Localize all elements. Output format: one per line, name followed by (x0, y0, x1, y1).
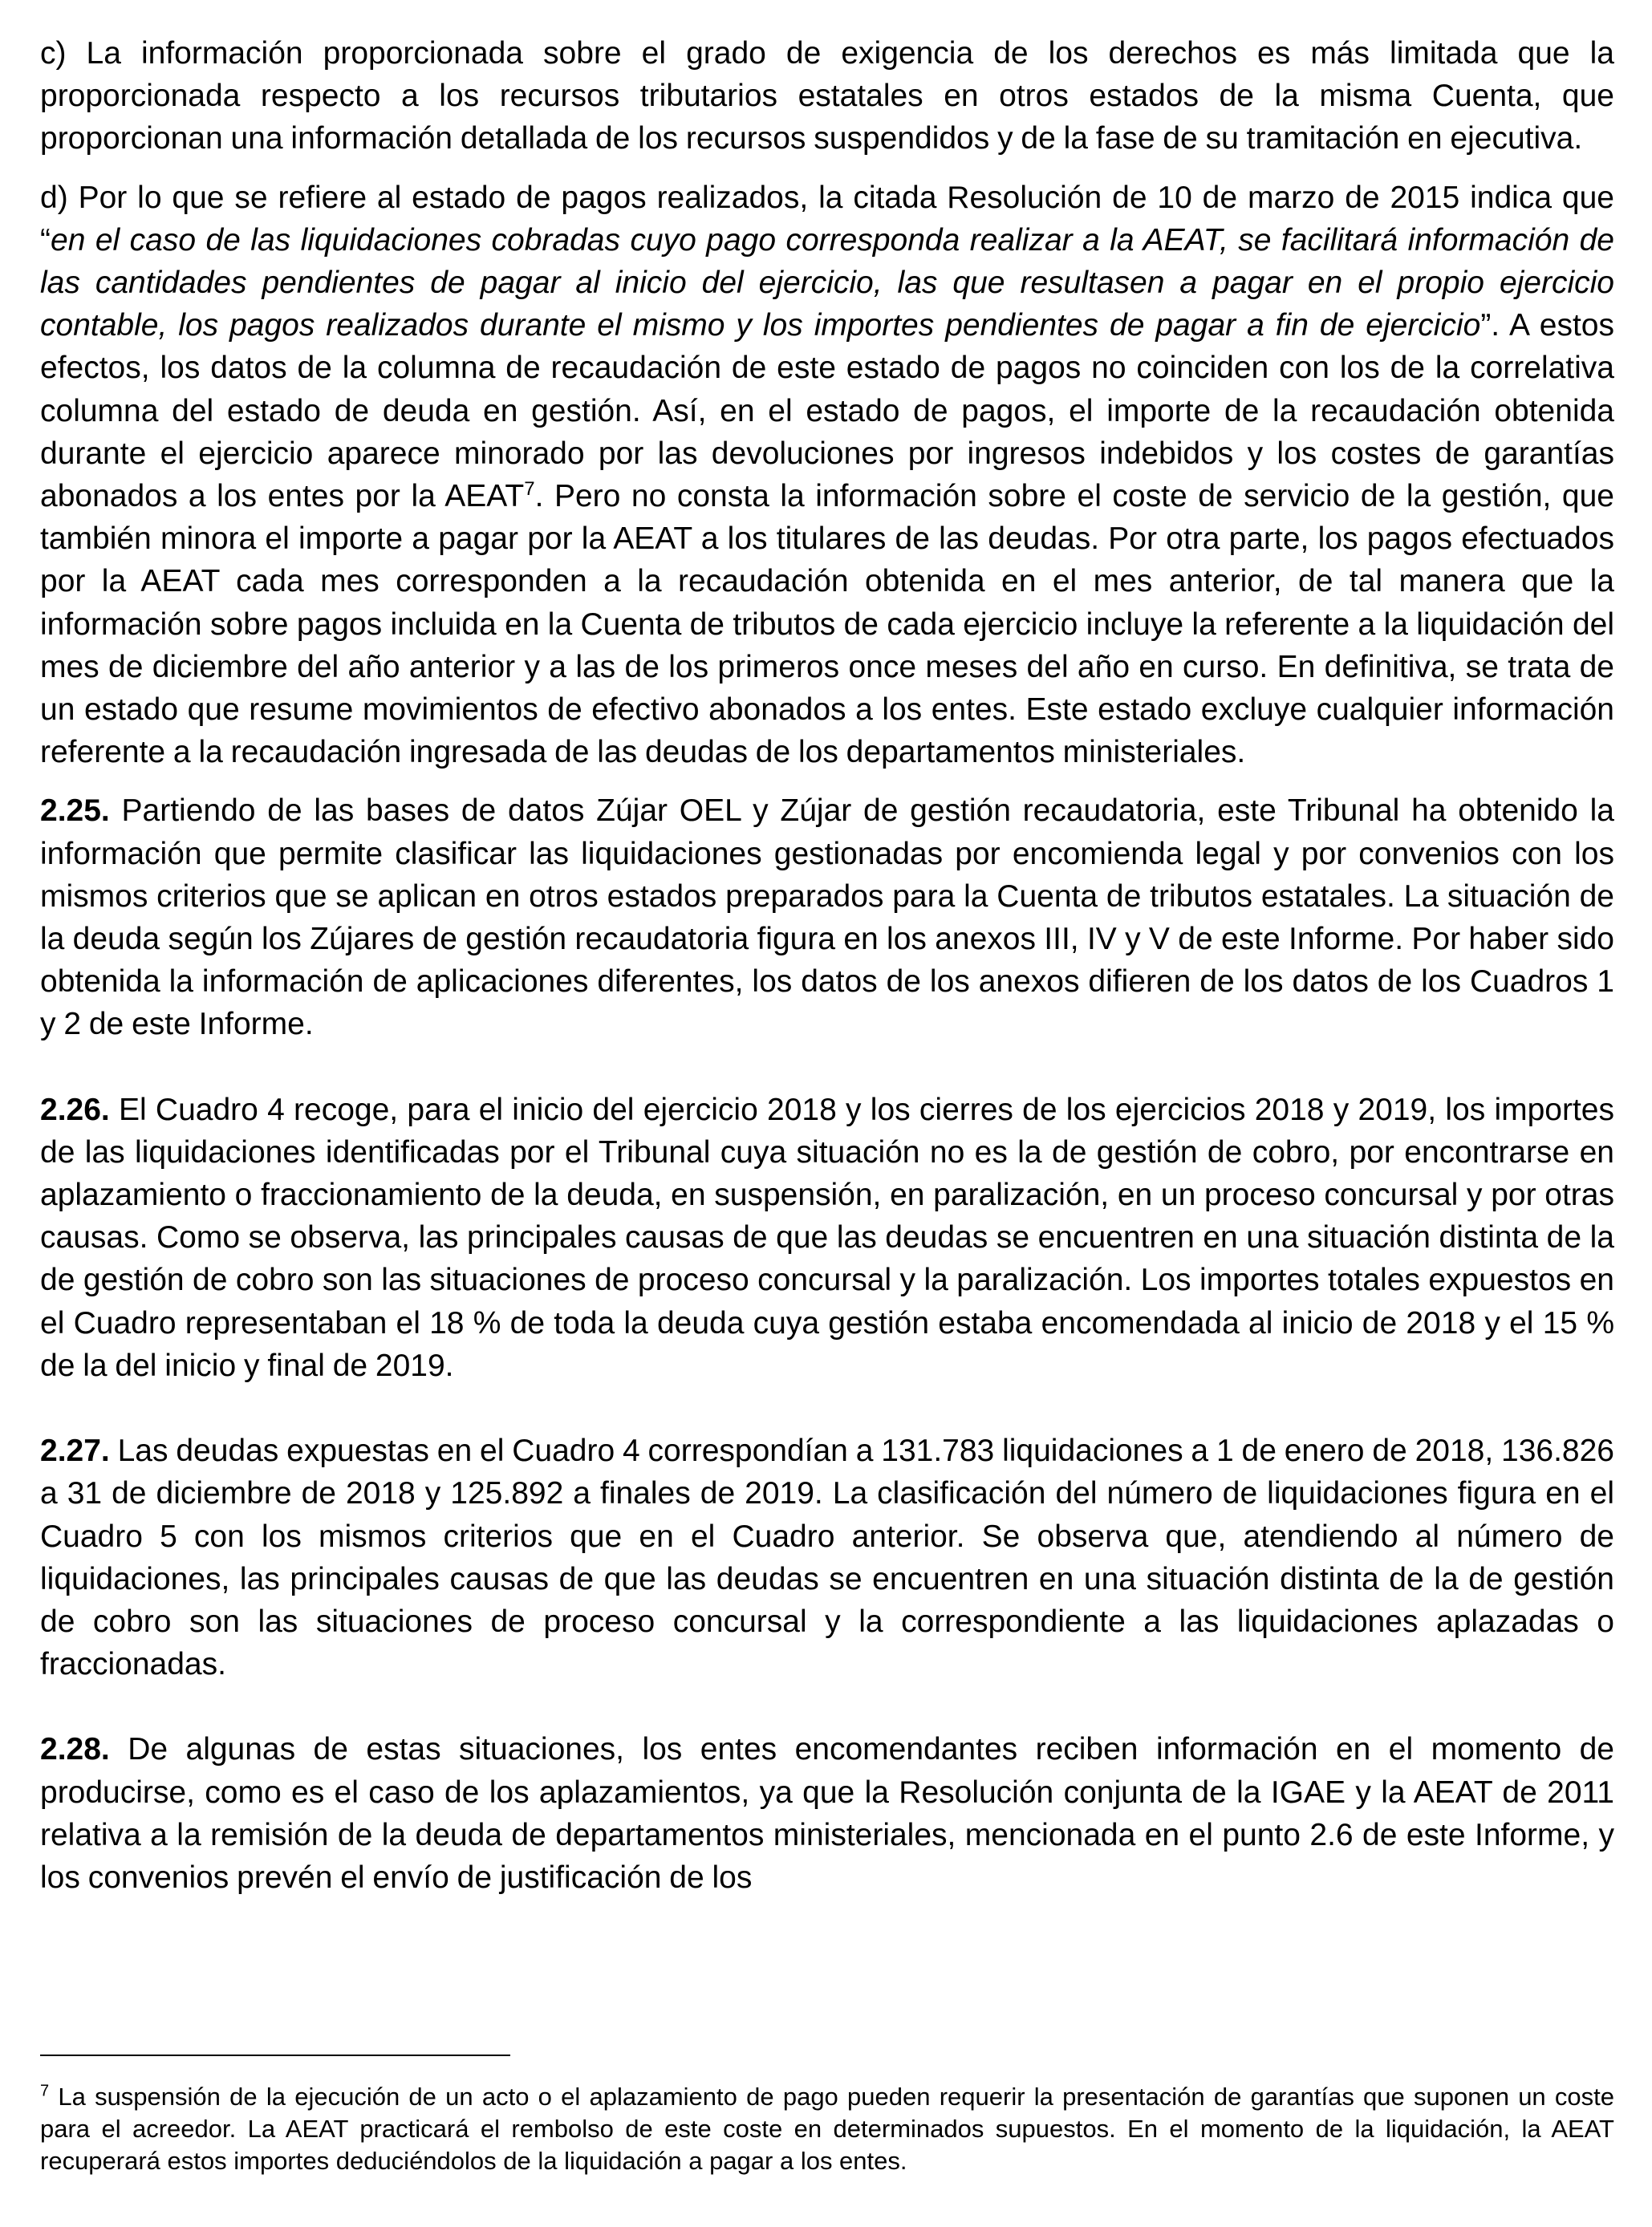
section-text: Partiendo de las bases de datos Zújar OEL y Zújar de gestión recaudatoria, este Tribunal ha obtenido la información que permite clasificar las liquidaciones gestionadas por encomienda legal y por convenios con los mismos criterios que se aplican en otros estados preparados para la Cuenta de tributos estatales. La situación de la deuda según los Zújares de gestión recaudatoria figura en los anexos III, IV y V de este Informe. Por haber sido obtenida la información de aplicaciones diferentes, los datos de los anexos difieren de los datos de los Cuadros 1 y 2 de este Informe. (40, 793, 1614, 1042)
paragraph-d-quote: en el caso de las liquidaciones cobradas cuyo pago corresponda realizar a la AEAT, se facilitará información de las cantidades pendientes de pagar al inicio del ejercicio, las que resultasen a pagar en el propio ejercicio contable, los pagos realizados durante el mismo y los importes pendientes de pagar a fin de ejercicio (40, 222, 1614, 343)
section-2-28 (40, 1728, 1614, 1899)
footnote-marker: 7 (40, 2082, 50, 2100)
section-text: El Cuadro 4 recoge, para el inicio del ejercicio 2018 y los cierres de los ejercicios 2018 y 2019, los importes de las liquidaciones identificadas por el Tribunal cuya situación no es la de gestión de cobro, por encontrarse en aplazamiento o fraccionamiento de la deuda, en suspensión, en paralización, en un proceso concursal y por otras causas. Como se observa, las principales causas de que las deudas se encuentren en una situación distinta de la de gestión de cobro son las situaciones de proceso concursal y la paralización. Los importes totales expuestos en el Cuadro representaban el 18 % de toda la deuda cuya gestión estaba encomendada al inicio de 2018 y el 15 % de la del inicio y final de 2019. (40, 1092, 1614, 1383)
footnote (40, 2081, 1614, 2177)
footnote-reference: 7 (524, 478, 535, 501)
footnote-text: La suspensión de la ejecución de un acto o el aplazamiento de pago pueden requerir la presentación de garantías que suponen un coste para el acreedor. La AEAT practicará el rembolso de este coste en determinados supuestos. En el momento de la liquidación, la AEAT recuperará estos importes deduciéndolos de la liquidación a pagar a los entes. (40, 2083, 1614, 2175)
paragraph-c-text: c) La información proporcionada sobre el grado de exigencia de los derechos es más limitada que la proporcionada respecto a los recursos tributarios estatales en otros estados de la misma Cuenta, que proporcionan una información detallada de los recursos suspendidos y de la fase de su tramitación en ejecutiva. (40, 36, 1614, 156)
paragraph-c (40, 32, 1614, 160)
section-number: 2.25. (40, 793, 110, 829)
section-text: Las deudas expuestas en el Cuadro 4 correspondían a 131.783 liquidaciones a 1 de enero de 2018, 136.826 a 31 de diciembre de 2018 y 125.892 a finales de 2019. La clasificación del número de liquidaciones figura en el Cuadro 5 con los mismos criterios que en el Cuadro anterior. Se observa que, atendiendo al número de liquidaciones, las principales causas de que las deudas se encuentren en una situación distinta de la de gestión de cobro son las situaciones de proceso concursal y la correspondiente a las liquidaciones aplazadas o fraccionadas. (40, 1434, 1614, 1682)
paragraph-d-intro: d) Por lo que se refiere al estado de pagos realizados, la citada Resolución de 10 de marzo de 2015 indica que “ (40, 180, 1614, 258)
section-text: De algunas de estas situaciones, los entes encomendantes reciben información en el momento de producirse, como es el caso de los aplazamientos, ya que la Resolución conjunta de la IGAE y la AEAT de 2011 relativa a la remisión de la deuda de departamentos ministeriales, mencionada en el punto 2.6 de este Informe, y los convenios prevén el envío de justificación de los (40, 1732, 1614, 1895)
paragraph-d (40, 176, 1614, 774)
footnote-separator (40, 2055, 510, 2056)
section-number: 2.28. (40, 1732, 110, 1767)
document-body (40, 32, 1614, 1899)
section-number: 2.26. (40, 1092, 110, 1127)
section-number: 2.27. (40, 1434, 110, 1469)
paragraph-d-end: . Pero no consta la información sobre el coste de servicio de la gestión, que también minora el importe a pagar por la AEAT a los titulares de las deudas. Por otra parte, los pagos efectuados por la AEAT cada mes corresponden a la recaudación obtenida en el mes anterior, de tal manera que la información sobre pagos incluida en la Cuenta de tributos de cada ejercicio incluye la referente a la liquidación del mes de diciembre del año anterior y a las de los primeros once meses del año en curso. En definitiva, se trata de un estado que resume movimientos de efectivo abonados a los entes. Este estado excluye cualquier información referente a la recaudación ingresada de las deudas de los departamentos ministeriales. (40, 479, 1614, 770)
paragraph-d-middle: ”. A estos efectos, los datos de la columna de recaudación de este estado de pagos no coinciden con los de la correlativa columna del estado de deuda en gestión. Así, en el estado de pagos, el importe de la recaudación obtenida durante el ejercicio aparece minorado por las devoluciones por ingresos indebidos y los costes de garantías abonados a los entes por la AEAT (40, 308, 1614, 514)
section-2-25 (40, 789, 1614, 1045)
section-2-26 (40, 1089, 1614, 1387)
section-2-27 (40, 1430, 1614, 1685)
